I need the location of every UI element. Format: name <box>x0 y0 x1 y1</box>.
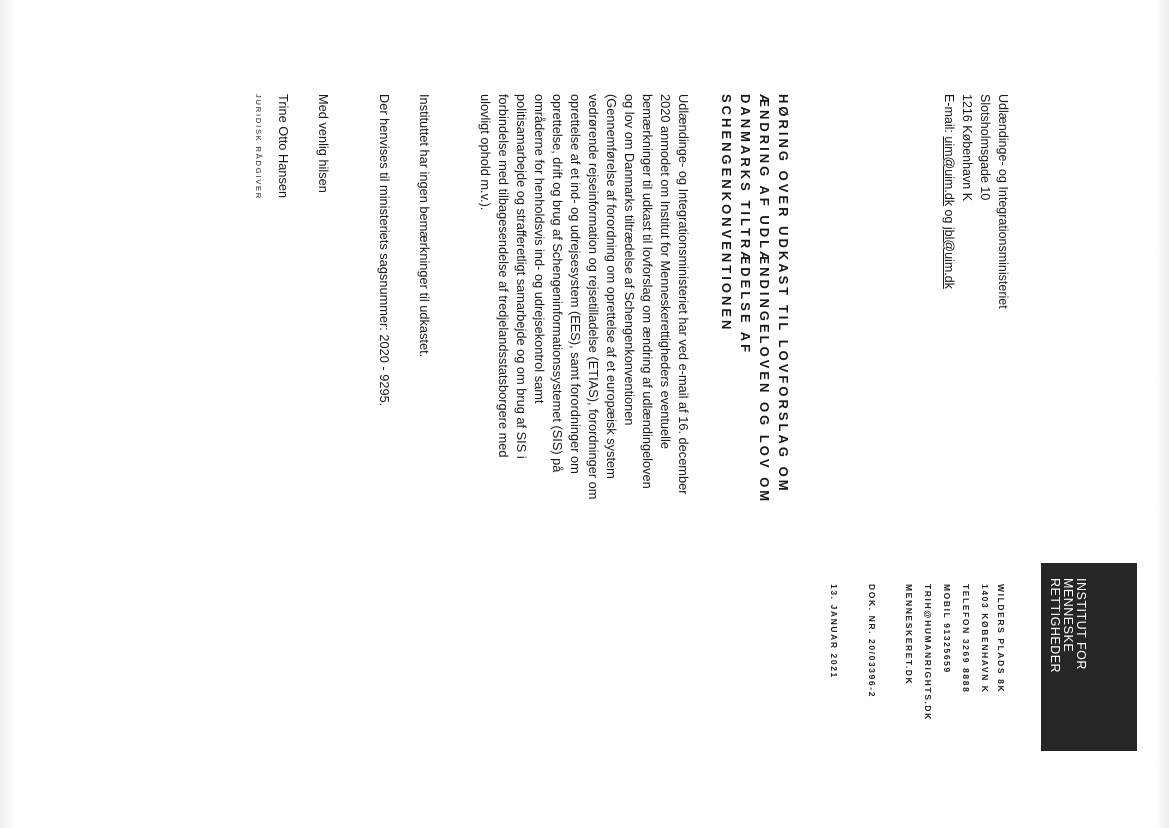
email-join: og <box>942 206 956 227</box>
case-reference: Der henvises til ministeriets sagsnummer: 2020 - 9295. <box>377 94 392 407</box>
body-line: og lov om Danmarks tiltrædelse af Schengenkonventionen <box>622 94 637 426</box>
body-line: ulovligt ophold m.v.). <box>478 94 493 211</box>
body-line: oprettelse, drift og brug af Schengeninformationssystemet (SIS) på <box>550 94 565 473</box>
scan-edge-left <box>0 0 14 828</box>
contact-line: TELEFON 3269 8888 <box>961 584 971 694</box>
recipient-email-line <box>943 94 956 289</box>
contact-line: TRIH@HUMANRIGHTS.DK <box>923 584 933 721</box>
contact-line: 1403 KØBENHAVN K <box>980 584 990 694</box>
body-line: vedrørende rejseinformation og rejsetilladelse (ETIAS), forordninger om <box>586 94 601 500</box>
recipient-line: Udlændinge- og Integrationsministeriet <box>996 94 1010 309</box>
contact-line: WILDERS PLADS 8K <box>996 584 1006 694</box>
subject-heading-line: DANMARKS TILTRÆDELSE AF <box>738 94 753 356</box>
letter-date: 13. JANUAR 2021 <box>829 584 839 679</box>
no-remarks-statement: Instituttet har ingen bemærkninger til udkastet. <box>417 94 432 358</box>
contact-line: MOBIL 91325659 <box>942 584 952 674</box>
body-line: 2020 anmodet om Institut for Menneskerettigheders eventuelle <box>658 94 673 449</box>
body-line: (Gennemførelse af forordning om oprettelse af et europæisk system <box>604 94 619 479</box>
email-label: E-mail: <box>942 94 956 137</box>
closing-greeting: Med venlig hilsen <box>316 94 331 193</box>
body-line: forbindelse med tilbagesendelse af tredjelandsstatsborgere med <box>496 94 511 458</box>
subject-heading-line: HØRING OVER UDKAST TIL LOVFORSLAG OM <box>776 94 791 494</box>
body-line: politisamarbejde og strafferetligt samarbejde og om brug af SIS i <box>514 94 529 459</box>
body-line: bemærkninger til udkast til lovforslag om ændring af udlændingeloven <box>640 94 655 489</box>
body-line: oprettelse af et ind- og udrejsesystem (EES), samt forordninger om <box>568 94 583 474</box>
scan-edge-right <box>1155 0 1169 828</box>
logo-line: INSTITUT FOR <box>1074 578 1088 670</box>
logo-line: MENNESKE <box>1061 578 1075 653</box>
subject-heading-line: ÆNDRING AF UDLÆNDINGELOVEN OG LOV OM <box>757 94 772 505</box>
document-number: DOK. NR. 20/03396-2 <box>867 584 877 699</box>
subject-heading-line: SCHENGENKONVENTIONEN <box>719 94 734 333</box>
body-line: Udlændinge- og Integrationsministeriet har ved e-mail af 16. december <box>676 94 691 495</box>
signatory-role: JURIDISK RÅDGIVER <box>254 94 263 201</box>
logo-line: RETTIGHEDER <box>1048 578 1062 674</box>
recipient-line: 1216 København K <box>960 94 974 202</box>
signatory-name: Trine Otto Hansen <box>276 94 291 199</box>
body-line: områderne for henholdsvis ind- og udrejsekontrol samt <box>532 94 547 404</box>
recipient-line: Slotsholmsgade 10 <box>978 94 992 201</box>
email-link-uim[interactable]: uim@uim.dk <box>942 136 956 207</box>
email-link-jbl[interactable]: jbl@uim.dk <box>942 226 956 289</box>
contact-line: MENNESKERET.DK <box>904 584 914 686</box>
